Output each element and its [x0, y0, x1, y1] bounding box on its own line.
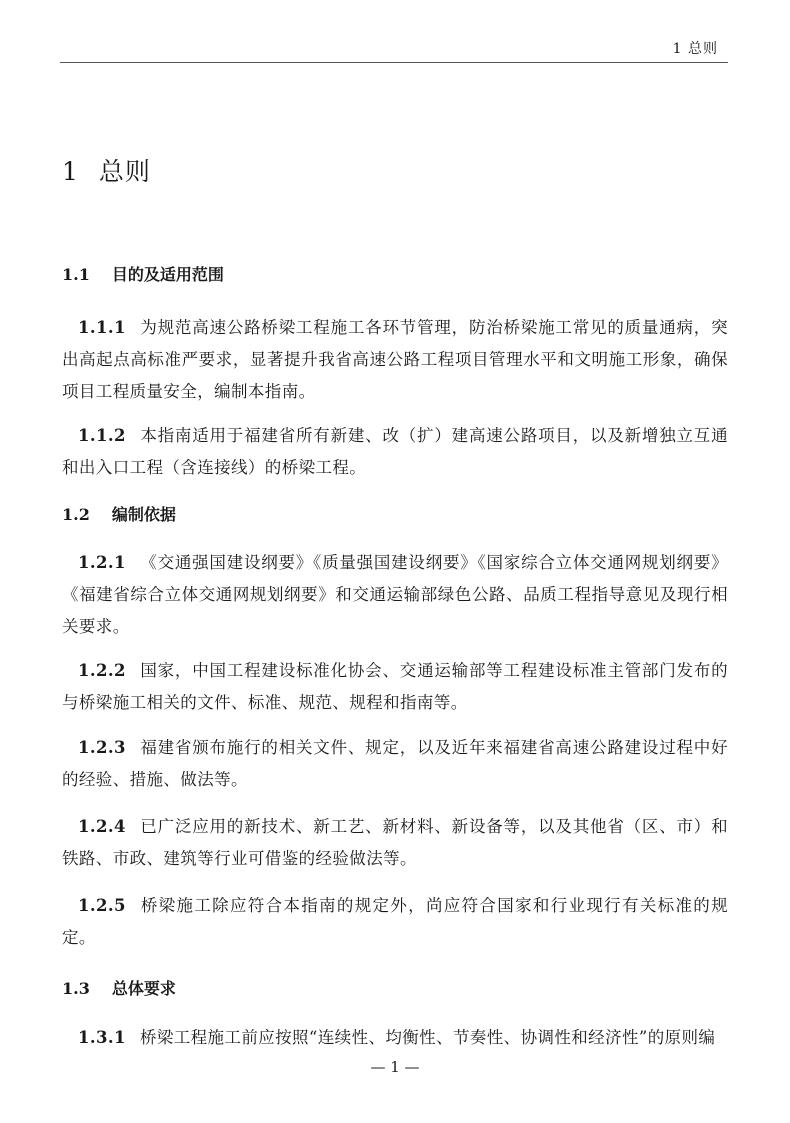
clause-number: 1.2.2	[78, 661, 126, 680]
clause-text: 《交通强国建设纲要》《质量强国建设纲要》《国家综合立体交通网规划纲要》《福建省综合立体交通网规划纲要》和交通运输部绿色公路、品质工程指导意见及现行相关要求。	[62, 553, 728, 636]
clause-1-2-2	[62, 655, 728, 719]
clause-number: 1.3.1	[78, 1028, 126, 1047]
header-rule	[60, 62, 728, 63]
chapter-title	[62, 152, 151, 188]
clause-number: 1.2.3	[78, 738, 126, 757]
section-title: 总体要求	[111, 979, 176, 998]
page-number: — 1 —	[370, 1058, 420, 1076]
clause-number: 1.2.4	[78, 817, 126, 836]
running-header: 1 总则	[672, 41, 718, 57]
clause-text: 为规范高速公路桥梁工程施工各环节管理，防治桥梁施工常见的质量通病，突出高起点高标准严要求，显著提升我省高速公路工程项目管理水平和文明施工形象，确保项目工程质量安全，编制本指南。	[62, 318, 728, 401]
section-title: 目的及适用范围	[111, 265, 224, 284]
clause-text: 国家，中国工程建设标准化协会、交通运输部等工程建设标准主管部门发布的与桥梁施工相关的文件、标准、规范、规程和指南等。	[62, 661, 728, 712]
clause-text: 桥梁工程施工前应按照“连续性、均衡性、节奏性、协调性和经济性”的原则编	[139, 1028, 716, 1047]
section-heading-1-2	[62, 502, 176, 525]
section-title: 编制依据	[111, 505, 176, 524]
section-heading-1-1	[62, 262, 224, 285]
clause-1-2-5	[62, 890, 728, 954]
section-number: 1.3	[62, 979, 90, 998]
section-heading-1-3	[62, 976, 176, 999]
clause-number: 1.2.5	[78, 896, 126, 915]
clause-1-2-4	[62, 811, 728, 875]
clause-number: 1.2.1	[78, 553, 126, 572]
clause-1-1-1	[62, 312, 728, 408]
section-number: 1.2	[62, 505, 90, 524]
section-number: 1.1	[62, 265, 90, 284]
clause-number: 1.1.2	[78, 426, 126, 445]
clause-number: 1.1.1	[78, 318, 126, 337]
clause-1-3-1	[62, 1022, 728, 1054]
clause-text: 福建省颁布施行的相关文件、规定，以及近年来福建省高速公路建设过程中好的经验、措施、做法等。	[62, 738, 728, 789]
clause-text: 本指南适用于福建省所有新建、改（扩）建高速公路项目，以及新增独立互通和出入口工程（含连接线）的桥梁工程。	[62, 426, 728, 477]
clause-1-2-3	[62, 732, 728, 796]
clause-1-1-2	[62, 420, 728, 484]
clause-text: 桥梁施工除应符合本指南的规定外，尚应符合国家和行业现行有关标准的规定。	[62, 896, 728, 947]
clause-1-2-1	[62, 547, 728, 643]
chapter-title-text: 总则	[98, 157, 151, 186]
clause-text: 已广泛应用的新技术、新工艺、新材料、新设备等，以及其他省（区、市）和铁路、市政、建筑等行业可借鉴的经验做法等。	[62, 817, 728, 868]
chapter-number: 1	[62, 157, 79, 186]
